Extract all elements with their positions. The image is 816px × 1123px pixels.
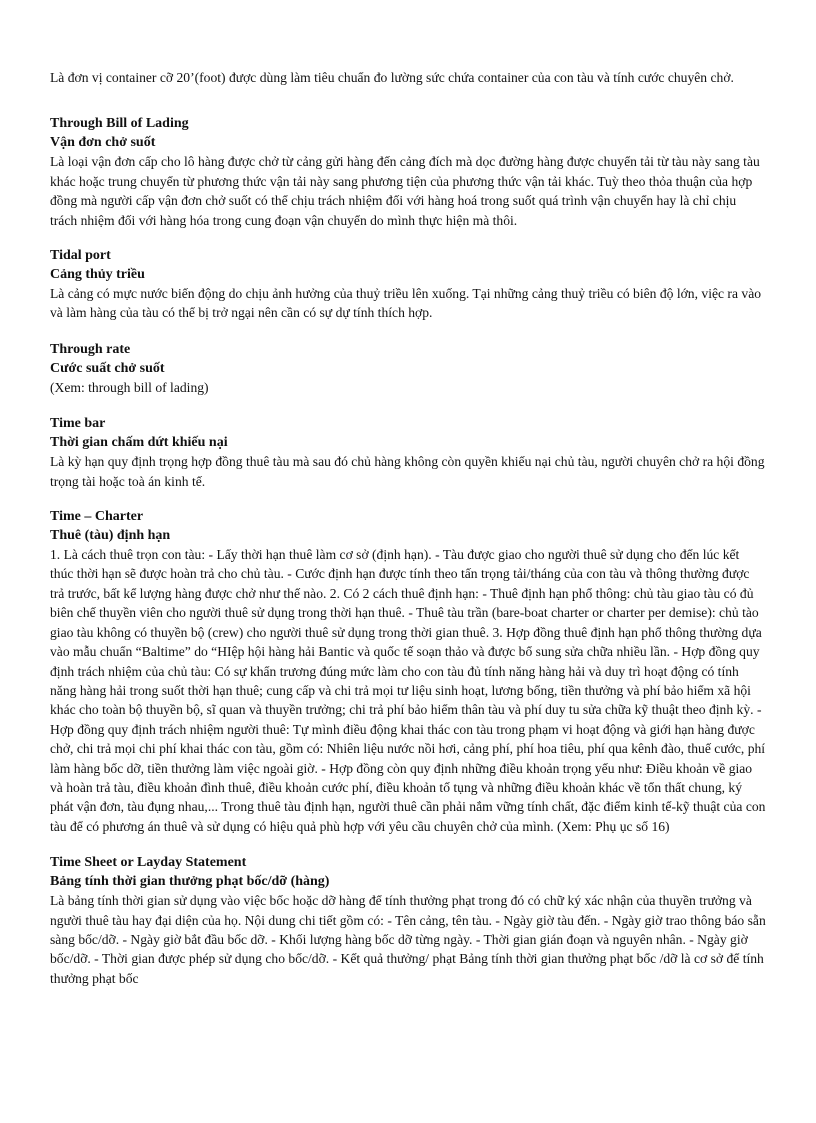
entry-through-bill-of-lading [50,114,766,230]
entry-translation: Cảng thủy triều [50,267,145,283]
entry-definition: (Xem: through bill of lading) [50,379,209,395]
entry-term: Time bar [50,416,106,432]
entry-translation: Vận đơn chở suốt [50,135,156,151]
entry-tidal-port [50,246,766,323]
entry-time-sheet [50,853,766,988]
entry-translation: Cước suất chở suốt [50,360,165,376]
entry-definition: 1. Là cách thuê trọn con tàu: - Lấy thời hạn thuê làm cơ sở (định hạn). - Tàu được giao cho người thuê sử dụng cho đến lúc kết thúc thời hạn sẽ được hoàn trả cho chủ tàu. - Cước định hạn được tính theo tấn trọng tải/tháng của con tàu và thông thường được trả trước, bất kể lượng hàng được chở như thế nào. 2. Có 2 cách thuê định hạn: - Thuê định hạn phổ thông: chủ tàu giao tàu có đủ biên chế thuyền viên cho người thuê sử dụng trong thời hạn thuê. - Thuê tàu trần (bare-boat charter or charter per demise): chủ tào giao tàu không có thuyền bộ (crew) cho người thuê sử dụng trong thời gian thuê. 3. Hợp đồng thuê định hạn phổ thông thường dựa vào mẫu chuẩn “Baltime” do “HIệp hội hàng hải Bantic và quốc tế soạn thảo và được bổ sung sửa chữa nhiều lần. - Hợp đồng quy định trách nhiệm của chủ tàu: Có sự khẩn trương đúng mức làm cho con tàu đủ tính năng hàng hải và duy trì hoạt động có tính năng hàng hải trong suốt thời hạn thuê; cung cấp và chi trả mọi tư liệu sinh hoạt, lương bổng, tiền thưởng và phí bảo hiểm xã hội khác cho toàn bộ thuyền bộ, sĩ quan và thuyền trưởng; chi trả phí bảo hiểm thân tàu và phí duy tu sửa chữa kỹ thuật theo định kỳ. - Hợp đồng quy định trách nhiệm người thuê: Tự mình điều động khai thác con tàu trong phạm vi hoạt động và giới hạn hàng được chở, chi trả mọi chi phí khai thác con tàu, gồm có: Nhiên liệu nước nồi hơi, cảng phí, phí hoa tiêu, phí qua kênh đào, thuế cước, phí làm hàng bốc dỡ, tiền thưởng làm việc ngoài giờ. - Hợp đồng còn quy định những điều khoản trọng yếu như: Điều khoản về giao và hoàn trả tàu, điều khoản đình thuê, điều khoản cước phí, điều khoản tố tụng và những điều khoản khác về tổn thất chung, ký phát vận đơn, tàu đụng nhau,... Trong thuê tàu định hạn, người thuê cần phải nắm vững tính chất, đặc điểm kinh tế-kỹ thuật của con tàu để có phương án thuê và sử dụng có hiệu quả phù hợp với yêu cầu chuyên chở của mình. (Xem: Phụ ục số 16) [50,547,766,834]
entry-translation: Bảng tính thời gian thưởng phạt bốc/dỡ (hàng) [50,874,330,890]
entry-translation: Thời gian chấm dứt khiếu nại [50,435,228,451]
entry-term: Through rate [50,341,131,357]
entry-translation: Thuê (tàu) định hạn [50,528,171,544]
entry-through-rate [50,340,766,397]
entry-time-charter [50,507,766,836]
entry-definition: Là kỳ hạn quy định trọng hợp đồng thuê tàu mà sau đó chủ hàng không còn quyền khiếu nại chủ tàu, người chuyên chở ra hội đồng trọng tài hoặc toà án kinh tế. [50,454,765,489]
entry-term: Through Bill of Lading [50,116,189,132]
entry-term: Time Sheet or Layday Statement [50,855,247,871]
entry-definition: Là cảng có mực nước biến động do chịu ảnh hưởng của thuỷ triều lên xuống. Tại những cảng thuỷ triều có biên độ lớn, việc ra vào và làm hàng của tàu có thể bị trở ngại nên cần có sự dự tính thích hợp. [50,286,762,321]
entry-term: Tidal port [50,248,111,264]
entry-term: Time – Charter [50,509,144,525]
entry-definition: Là loại vận đơn cấp cho lô hàng được chở từ cảng gửi hàng đến cảng đích mà dọc đường hàng được chuyển tải từ tàu này sang tàu khác hoặc trung chuyển từ phương thức vận tải này sang phương tiện của phương thức vận tải khác. Tuỳ theo thỏa thuận của hợp đồng mà người cấp vận đơn chở suốt có thể chịu trách nhiệm đối với hàng hoá trong suốt quá trình vận chuyển hay là chỉ chịu trách nhiệm đối với hàng hóa trong cung đoạn vận chuyển do mình thực hiện mà thôi. [50,154,760,228]
intro-paragraph: Là đơn vị container cỡ 20’(foot) được dùng làm tiêu chuẩn đo lường sức chứa container của con tàu và tính cước chuyên chở. [50,70,734,85]
entry-time-bar [50,414,766,491]
entry-definition: Là bảng tính thời gian sử dụng vào việc bốc hoặc dỡ hàng để tính thưởng phạt trong đó có chữ ký xác nhận của thuyền trưởng và người thuê tàu hay đại diện của họ. Nội dung chi tiết gồm có: - Tên cảng, tên tàu. - Ngày giờ tàu đến. - Ngày giờ trao thông báo sẵn sàng bốc/dỡ. - Ngày giờ bắt đầu bốc dỡ. - Khối lượng hàng bốc dỡ từng ngày. - Thời gian gián đoạn và nguyên nhân. - Ngày giờ bốc/dỡ. - Thời gian được phép sử dụng cho bốc/dỡ. - Kết quả thưởng/ phạt Bảng tính thời gian thưởng phạt bốc /dỡ là cơ sở để tính thưởng phạt bốc [50,893,766,986]
